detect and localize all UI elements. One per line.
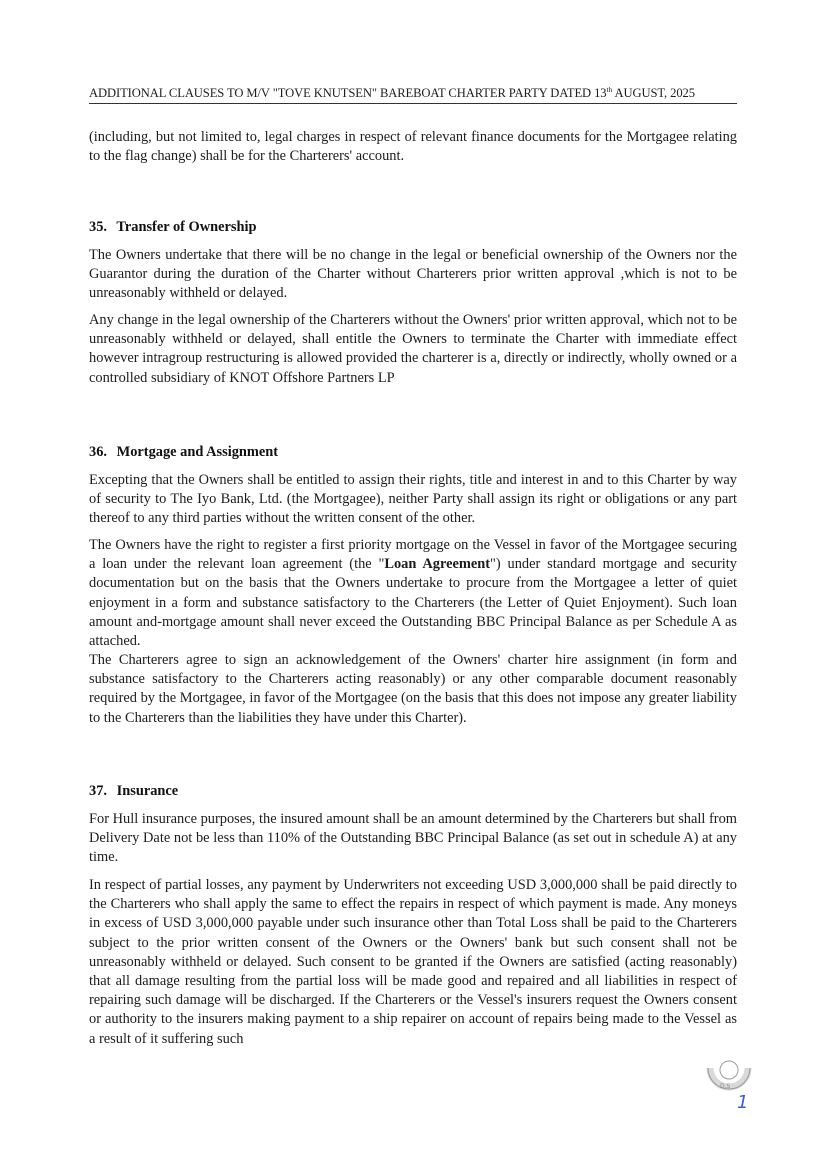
svg-text:D.S: D.S bbox=[720, 1083, 731, 1090]
defined-term-loan-agreement: Loan Agreement bbox=[384, 556, 491, 573]
paragraph-text: ") under standard mortgage and security documentation but on the basis that the Owners undertake to procure from the Mortgagee a letter of quiet enjoyment in a form and substance satisfactory to the Charterers (the Letter of Quiet Enjoyment). Such loan amount and-mortgage amount shall never exceed the Outstanding BBC Principal Balance as per Schedule A as attached. bbox=[89, 556, 737, 650]
section-heading-36 bbox=[89, 444, 278, 461]
company-seal-stamp-icon bbox=[706, 1058, 752, 1094]
section-36-paragraph-1 bbox=[89, 471, 737, 529]
header-title-prefix: ADDITIONAL CLAUSES TO M/V "TOVE KNUTSEN" BAREBOAT CHARTER PARTY DATED 13 bbox=[89, 86, 607, 100]
section-36-paragraph-3 bbox=[89, 651, 737, 728]
section-35-paragraph-2 bbox=[89, 311, 737, 388]
section-heading-35 bbox=[89, 219, 257, 236]
running-header bbox=[89, 86, 737, 104]
header-title-sup: th bbox=[606, 85, 613, 94]
handwritten-initial: 1 bbox=[737, 1092, 749, 1113]
paragraph bbox=[89, 536, 737, 651]
paragraph: In respect of partial losses, any payment by Underwriters not exceeding USD 3,000,000 shall be paid directly to the Charterers who shall apply the same to effect the repairs in respect of which payment is made. Any moneys in excess of USD 3,000,000 payable under such insurance other than Total Loss shall be paid to the Charterers subject to the prior written consent of the Owners or the Owners' bank but such consent shall not be unreasonably withheld or delayed. Such consent to be granted if the Owners are satisfied (acting reasonably) that all damage resulting from the partial loss will be made good and repaired and all liabilities in respect of repairing such damage will be discharged. If the Charterers or the Vessel's insurers request the Owners consent or authority to the insurers making payment to a ship repairer on account of repairs being made to the Vessel as a result of it suffering such bbox=[89, 877, 737, 1047]
section-heading-37 bbox=[89, 783, 178, 800]
paragraph-text: The Owners have the right to register a first priority mortgage on the Vessel in favor of the Mortgagee securing a loan under the relevant loan agreement (the " bbox=[89, 537, 737, 573]
section-number: 36. bbox=[89, 444, 107, 460]
paragraph: Excepting that the Owners shall be entitled to assign their rights, title and interest in and to this Charter by way of security to The Iyo Bank, Ltd. (the Mortgagee), neither Party shall assign its right or obligations or any part thereof to any third parties without the written consent of the other. bbox=[89, 472, 737, 527]
continuation-paragraph bbox=[89, 128, 737, 166]
section-37-paragraph-2 bbox=[89, 876, 737, 1049]
header-title-end: AUGUST, 2025 bbox=[612, 86, 695, 100]
section-36-paragraph-2 bbox=[89, 536, 737, 651]
section-number: 35. bbox=[89, 219, 107, 235]
section-number: 37. bbox=[89, 783, 107, 799]
section-35-paragraph-1 bbox=[89, 246, 737, 304]
paragraph: For Hull insurance purposes, the insured amount shall be an amount determined by the Charterers but shall from Delivery Date not be less than 110% of the Outstanding BBC Principal Balance (as set out in schedule A) at any time. bbox=[89, 811, 737, 866]
section-title: Mortgage and Assignment bbox=[116, 444, 279, 460]
paragraph: (including, but not limited to, legal charges in respect of relevant finance documents for the Mortgagee relating to the flag change) shall be for the Charterers' account. bbox=[89, 129, 737, 165]
paragraph: The Charterers agree to sign an acknowledgement of the Owners' charter hire assignment (in form and substance satisfactory to the Charterers acting reasonably) or any other comparable document reasonably required by the Mortgagee, in favor of the Mortgagee (on the basis that this does not impose any greater liability to the Charterers than the liabilities they have under this Charter). bbox=[89, 652, 737, 726]
section-title: Insurance bbox=[116, 783, 179, 799]
section-37-paragraph-1 bbox=[89, 810, 737, 868]
paragraph: The Owners undertake that there will be no change in the legal or beneficial ownership of the Owners nor the Guarantor during the duration of the Charter without Charterers prior written approval ,which is not to be unreasonably withheld or delayed. bbox=[89, 247, 737, 302]
paragraph: Any change in the legal ownership of the Charterers without the Owners' prior written approval, which not to be unreasonably withheld or delayed, shall entitle the Owners to terminate the Charter with immediate effect however intragroup restructuring is allowed provided the charterer is a, directly or indirectly, wholly owned or a controlled subsidiary of KNOT Offshore Partners LP bbox=[89, 312, 737, 386]
section-title: Transfer of Ownership bbox=[116, 219, 257, 235]
